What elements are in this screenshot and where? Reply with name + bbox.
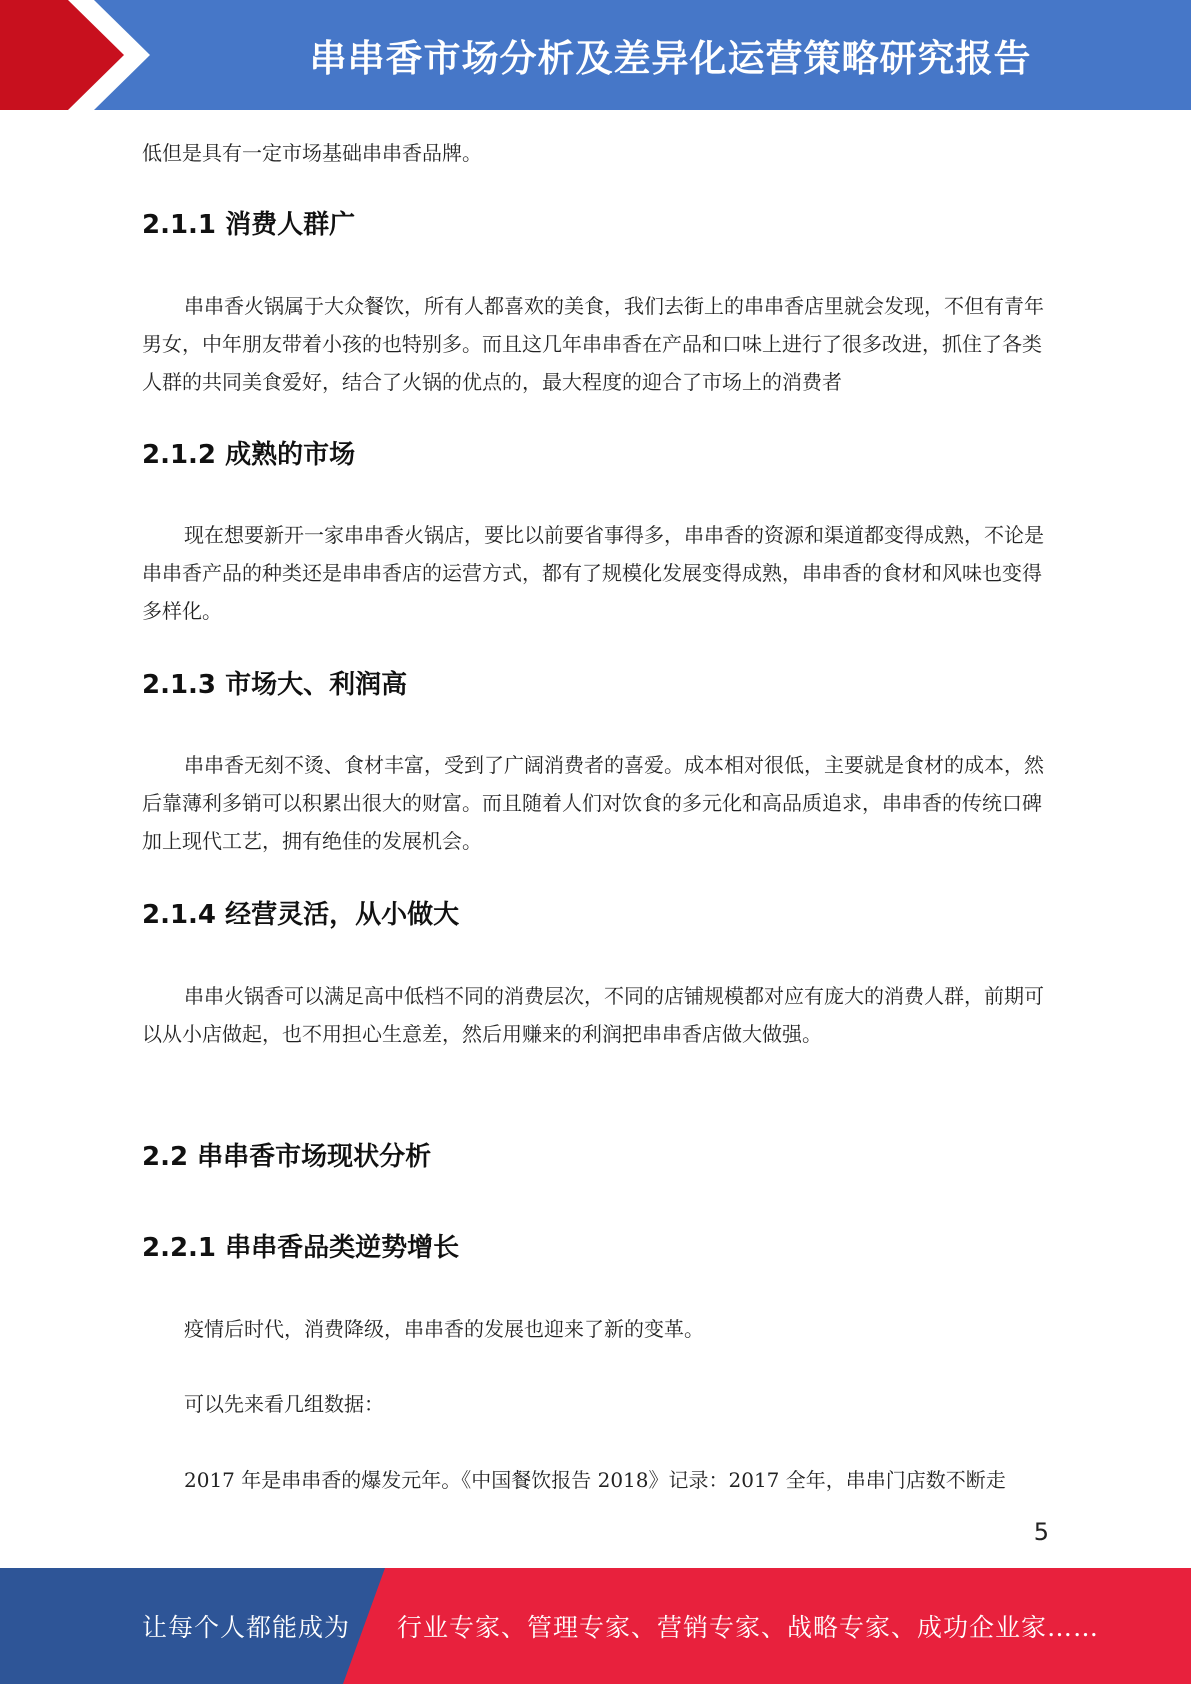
page-header: [0, 0, 1191, 110]
heading-2-1-1: 2.1.1 消费人群广: [142, 210, 356, 240]
heading-2-2: 2.2 串串香市场现状分析: [142, 1142, 432, 1172]
paragraph-2-2-1-b: 可以先来看几组数据：: [184, 1392, 384, 1416]
intro-paragraph: 低但是具有一定市场基础串串香品牌。: [142, 141, 482, 165]
heading-2-2-1: 2.2.1 串串香品类逆势增长: [142, 1233, 460, 1263]
paragraph-2-2-1-a: 疫情后时代，消费降级，串串香的发展也迎来了新的变革。: [184, 1317, 704, 1341]
heading-2-1-4: 2.1.4 经营灵活，从小做大: [142, 900, 460, 930]
header-arrow-decoration: [0, 0, 160, 110]
paragraph-2-1-1: 串串香火锅属于大众餐饮，所有人都喜欢的美食，我们去街上的串串香店里就会发现，不但有青年男女，中年朋友带着小孩的也特别多。而且这几年串串香在产品和口味上进行了很多改进，抓住了各类人群的共同美食爱好，结合了火锅的优点的，最大程度的迎合了市场上的消费者: [142, 294, 1044, 394]
heading-2-1-3: 2.1.3 市场大、利润高: [142, 670, 408, 700]
footer-slogan-right: 行业专家、管理专家、营销专家、战略专家、成功企业家……: [397, 1613, 1100, 1642]
report-title: 串串香市场分析及差异化运营策略研究报告: [309, 37, 1032, 80]
heading-2-1-2: 2.1.2 成熟的市场: [142, 440, 356, 470]
page-number: 5: [1033, 1518, 1049, 1546]
paragraph-2-1-4: 串串火锅香可以满足高中低档不同的消费层次，不同的店铺规模都对应有庞大的消费人群，前期可以从小店做起，也不用担心生意差，然后用赚来的利润把串串香店做大做强。: [142, 984, 1044, 1046]
paragraph-2-2-1-c: 2017 年是串串香的爆发元年。《中国餐饮报告 2018》记录：2017 全年，串串门店数不断走: [184, 1468, 1006, 1492]
paragraph-2-1-2: 现在想要新开一家串串香火锅店，要比以前要省事得多，串串香的资源和渠道都变得成熟，不论是串串香产品的种类还是串串香店的运营方式，都有了规模化发展变得成熟，串串香的食材和风味也变得多样化。: [142, 523, 1044, 623]
footer-slogan-left: 让每个人都能成为: [142, 1613, 351, 1642]
page-footer: [0, 1568, 1191, 1684]
paragraph-2-1-3: 串串香无刻不烫、食材丰富，受到了广阔消费者的喜爱。成本相对很低，主要就是食材的成本，然后靠薄利多销可以积累出很大的财富。而且随着人们对饮食的多元化和高品质追求，串串香的传统口碑加上现代工艺，拥有绝佳的发展机会。: [142, 753, 1044, 853]
